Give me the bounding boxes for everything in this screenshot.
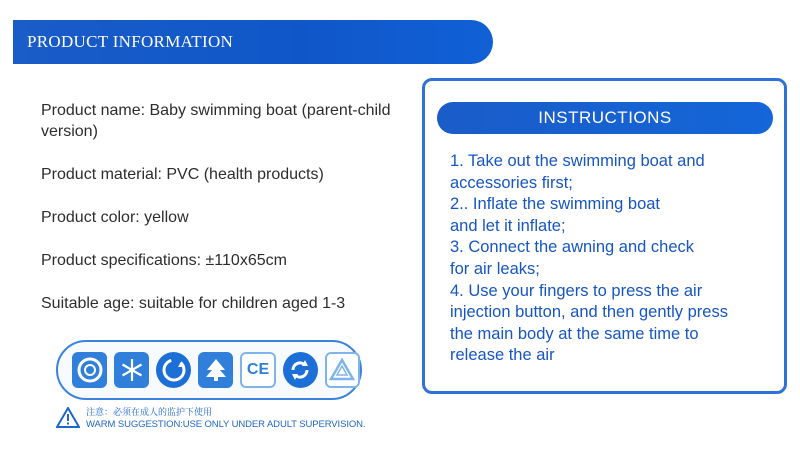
tire-icon	[72, 352, 107, 388]
product-specifications: Product specifications: ±110x65cm	[41, 252, 287, 269]
recycle-icon	[283, 352, 318, 388]
instruction-line: the main body at the same time to	[450, 324, 699, 343]
suitable-age: Suitable age: suitable for children aged 1-3	[41, 295, 346, 312]
product-information-header	[13, 20, 493, 64]
recycle-triangle-icon	[325, 352, 360, 388]
instruction-line: and let it inflate;	[450, 216, 566, 235]
instructions-panel	[422, 78, 787, 394]
instruction-line: 4. Use your fingers to press the air	[450, 281, 703, 300]
product-name: Product name: Baby swimming boat (parent-child version)	[41, 102, 391, 140]
instruction-line: 3. Connect the awning and check	[450, 238, 694, 257]
instruction-line: for air leaks;	[450, 259, 540, 278]
certification-badges	[56, 340, 362, 400]
recycle-circle-icon	[156, 352, 191, 388]
product-color: Product color: yellow	[41, 209, 189, 226]
instruction-line: release the air	[450, 346, 555, 365]
warning-text-chinese: 注意：必须在成人的监护下使用	[86, 407, 213, 417]
ce-mark-icon	[240, 352, 275, 388]
instructions-header	[437, 102, 773, 134]
instructions-steps	[450, 151, 780, 367]
instruction-line: 2.. Inflate the swimming boat	[450, 195, 661, 214]
tree-icon	[198, 352, 233, 388]
instruction-line: injection button, and then gently press	[450, 303, 728, 322]
header-title: PRODUCT INFORMATION	[27, 32, 234, 51]
product-material: Product material: PVC (health products)	[41, 166, 324, 183]
product-info-list	[41, 100, 401, 336]
warning-triangle-icon	[56, 407, 80, 428]
instruction-line: accessories first;	[450, 173, 573, 192]
warning-text-english: WARM SUGGESTION:USE ONLY UNDER ADULT SUPERVISION.	[86, 419, 366, 430]
instruction-line: 1. Take out the swimming boat and	[450, 152, 705, 170]
instructions-title: INSTRUCTIONS	[538, 108, 672, 127]
snowflake-icon	[114, 352, 149, 388]
ce-mark-label: CE	[246, 361, 270, 378]
